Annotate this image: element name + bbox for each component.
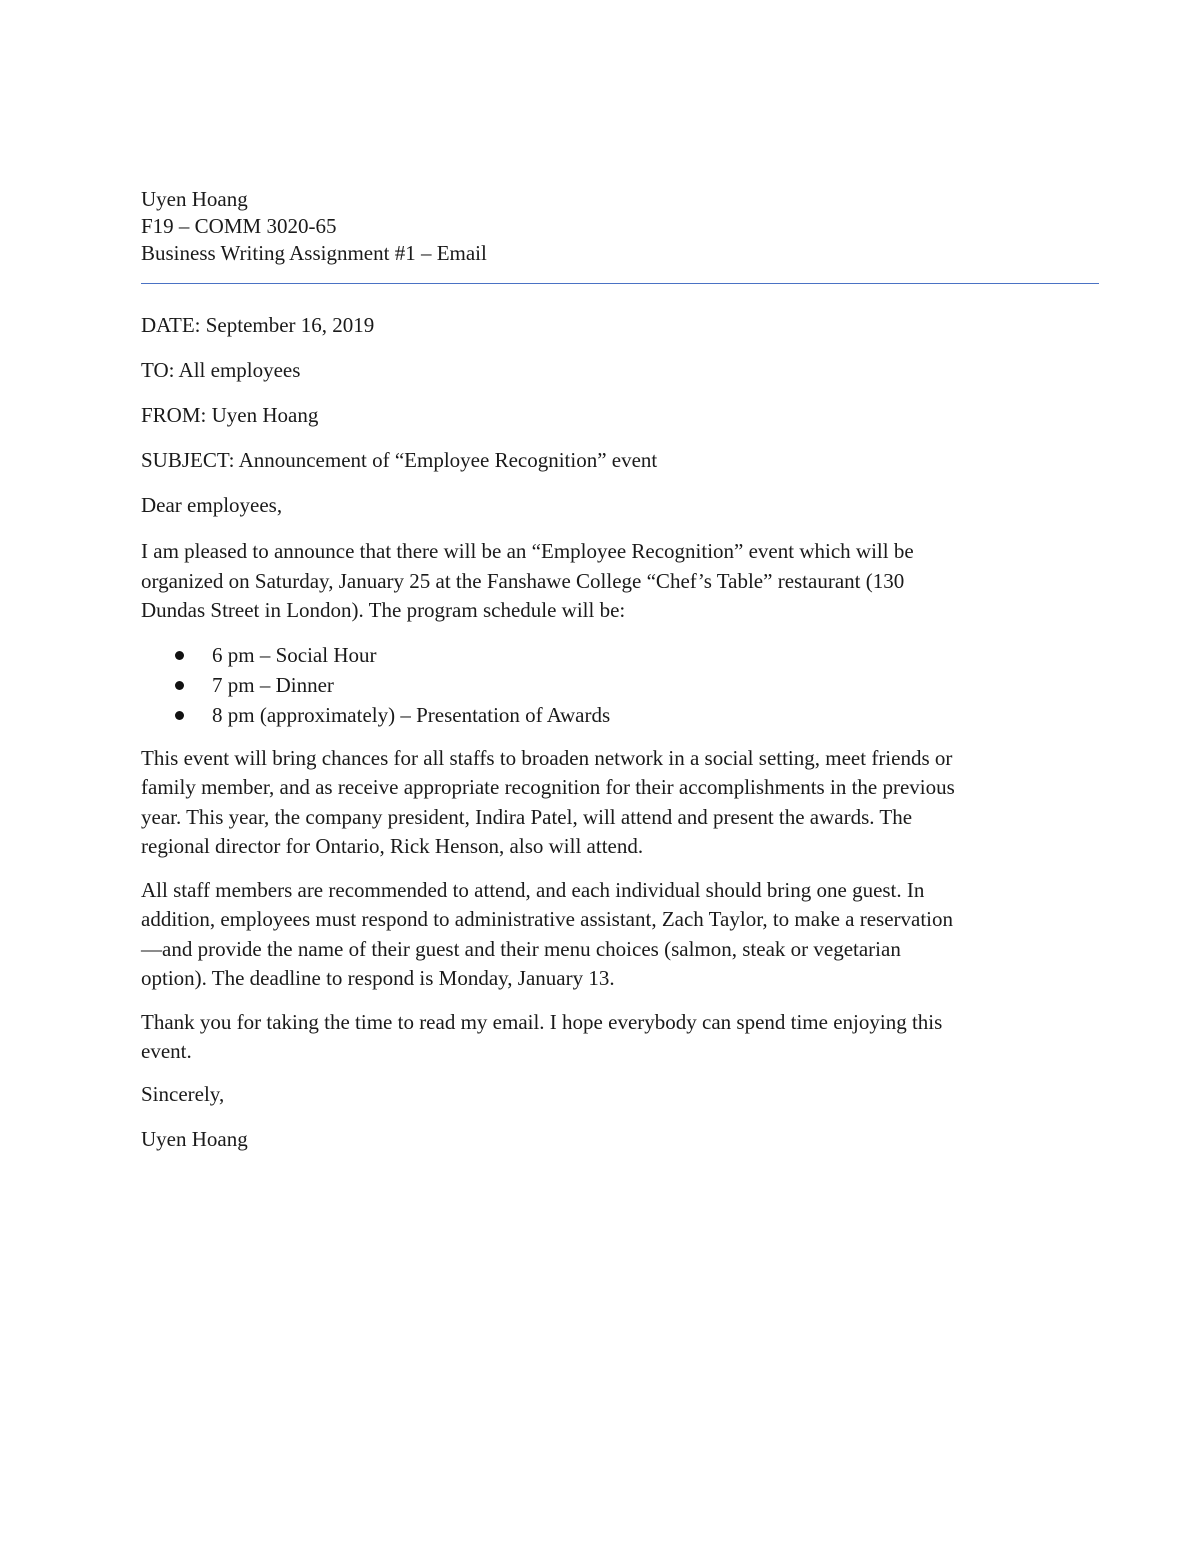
course-code: F19 – COMM 3020-65 xyxy=(141,214,337,238)
paragraph-announcement xyxy=(141,537,1061,626)
author-name: Uyen Hoang xyxy=(141,187,248,211)
paragraph-line: option). The deadline to respond is Monday, January 13. xyxy=(141,966,615,990)
schedule-item xyxy=(141,670,1101,700)
schedule-item-text: 6 pm – Social Hour xyxy=(212,642,377,667)
paragraph-line: I am pleased to announce that there will be an “Employee Recognition” event which will be xyxy=(141,539,914,563)
assignment-title: Business Writing Assignment #1 – Email xyxy=(141,241,487,265)
paragraph-line: Thank you for taking the time to read my email. I hope everybody can spend time enjoying this xyxy=(141,1009,943,1034)
email-body xyxy=(141,312,1101,1171)
schedule-list xyxy=(141,640,1101,730)
paragraph-line: year. This year, the company president, Indira Patel, will attend and present the awards. The xyxy=(141,804,913,829)
header-divider xyxy=(141,283,1099,284)
schedule-item xyxy=(141,700,1101,730)
paragraph-rsvp xyxy=(141,876,1061,994)
paragraph-line: organized on Saturday, January 25 at the Fanshawe College “Chef’s Table” restaurant (130 xyxy=(141,568,905,593)
paragraph-line: This event will bring chances for all staffs to broaden network in a social setting, meet friends or xyxy=(141,745,953,770)
closing: Sincerely, xyxy=(141,1081,225,1106)
bullet-icon xyxy=(175,651,184,660)
paragraph-line: addition, employees must respond to administrative assistant, Zach Taylor, to make a reservation xyxy=(141,907,954,931)
paragraph-line: family member, and as receive appropriate recognition for their accomplishments in the previous xyxy=(141,775,955,799)
paragraph-line: regional director for Ontario, Rick Henson, also will attend. xyxy=(141,834,644,858)
schedule-item xyxy=(141,640,1101,670)
paragraph-line: event. xyxy=(141,1039,192,1063)
paragraph-line: Dundas Street in London). The program schedule will be: xyxy=(141,598,626,622)
memo-subject: SUBJECT: Announcement of “Employee Recognition” event xyxy=(141,448,658,472)
paragraph-line: —and provide the name of their guest and their menu choices (salmon, steak or vegetarian xyxy=(141,936,901,961)
paragraph-thanks xyxy=(141,1008,1061,1067)
bullet-icon xyxy=(175,711,184,720)
document-header xyxy=(141,186,1101,267)
memo-from: FROM: Uyen Hoang xyxy=(141,403,319,427)
schedule-item-text: 8 pm (approximately) – Presentation of Awards xyxy=(212,702,611,727)
bullet-icon xyxy=(175,681,184,690)
greeting: Dear employees, xyxy=(141,493,283,517)
paragraph-event-details xyxy=(141,744,1061,862)
memo-to: TO: All employees xyxy=(141,358,301,382)
schedule-item-text: 7 pm – Dinner xyxy=(212,672,334,697)
signature: Uyen Hoang xyxy=(141,1126,248,1151)
paragraph-line: All staff members are recommended to attend, and each individual should bring one guest. In xyxy=(141,877,925,902)
memo-date: DATE: September 16, 2019 xyxy=(141,313,375,337)
